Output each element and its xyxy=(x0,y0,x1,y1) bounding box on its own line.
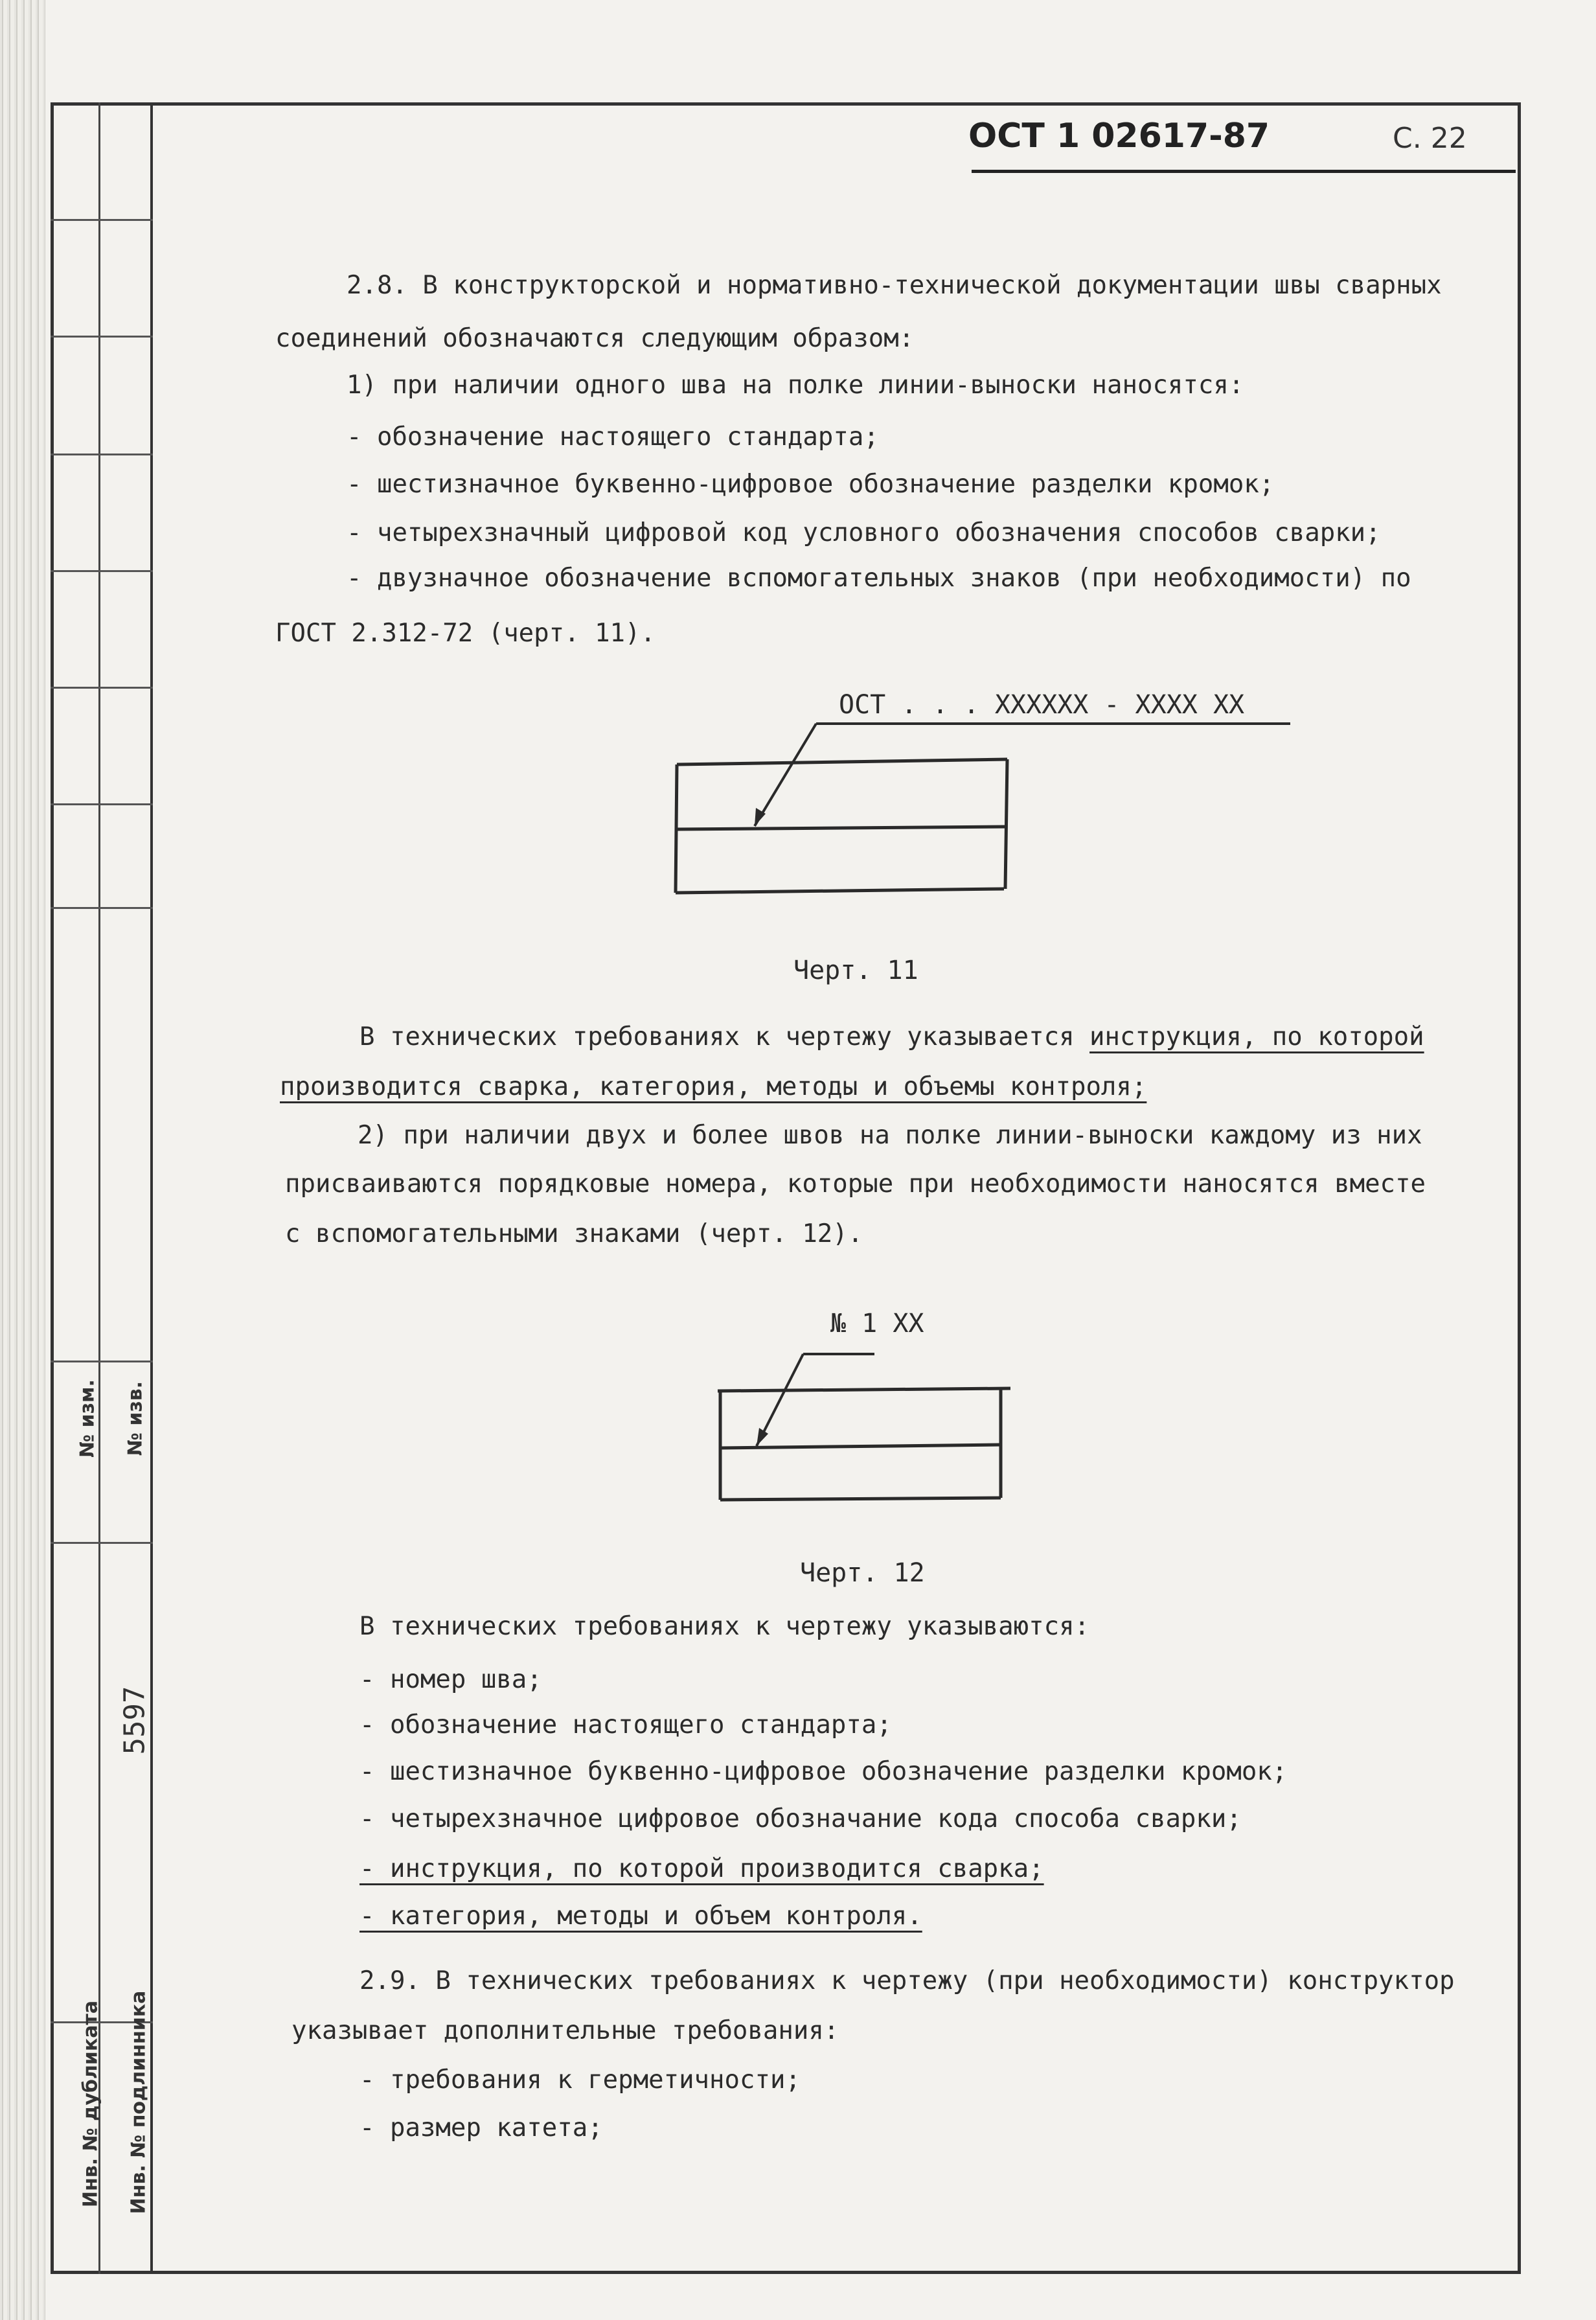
stamp-podlinnik-label: Инв. № подлинника xyxy=(127,1990,150,2214)
tech-req-1-underlined: инструкция, по которой xyxy=(1089,1022,1424,1051)
extra-req-item-2: - размер катета; xyxy=(359,2113,603,2142)
weld-seam-line xyxy=(720,1445,1001,1448)
bullet-4-line-2: ГОСТ 2.312-72 (черт. 11). xyxy=(275,619,656,648)
bullet-4-line-1: - двузначное обозначение вспомогательных знаков (при необходимости) по xyxy=(347,564,1411,593)
bullet-1: - обозначение настоящего стандарта; xyxy=(347,422,879,452)
weld-seam-line xyxy=(677,827,1007,829)
stamp-rule xyxy=(51,803,153,805)
bullet-3: - четырехзначный цифровой код условного обозначения способов сварки; xyxy=(347,518,1381,547)
document-code: ОСТ 1 02617-87 xyxy=(968,117,1270,155)
stamp-rule xyxy=(51,687,153,689)
tech-req-1-line-2: производится сварка, категория, методы и объемы контроля; xyxy=(280,1072,1147,1101)
plate-bottom-edge xyxy=(676,889,1004,893)
figure-12-caption: Черт. 12 xyxy=(800,1558,925,1588)
stamp-izm-label: № изм. xyxy=(76,1379,99,1458)
paragraph-2-9-line-1: 2.9. В технических требованиях к чертежу (при необходимости) конструктор xyxy=(359,1966,1455,1995)
stamp-rule xyxy=(51,1542,153,1544)
side-stamp-strip xyxy=(51,102,153,2274)
extra-req-item-1: - требования к герметичности; xyxy=(359,2065,801,2095)
figure-11-caption: Черт. 11 xyxy=(793,956,918,985)
list-item-2-line-1: 2) при наличии двух и более швов на полке линии-выноски каждому из них xyxy=(358,1121,1422,1150)
tech-req-2-intro: В технических требованиях к чертежу указываются: xyxy=(359,1612,1090,1641)
stamp-rule xyxy=(51,219,153,221)
plate-bottom-edge xyxy=(720,1498,1001,1500)
figure-11-label: ОСТ . . . XXXXXX - XXXX XX xyxy=(839,690,1245,720)
tech-req-1-text: В технических требованиях к чертежу указывается xyxy=(359,1022,1090,1051)
stamp-rule xyxy=(51,907,153,909)
tech-req-2-item-3: - шестизначное буквенно-цифровое обозначение разделки кромок; xyxy=(359,1757,1288,1786)
figure-12-drawing xyxy=(706,1341,1030,1510)
stamp-rule xyxy=(51,570,153,572)
tech-req-2-item-4: - четырехзначное цифровое обозначание кода способа сварки; xyxy=(359,1804,1242,1833)
list-item-2-line-3: с вспомогательными знаками (черт. 12). xyxy=(285,1219,863,1248)
leader-line xyxy=(755,724,816,826)
figure-11-drawing xyxy=(667,713,1315,901)
plate-top-edge xyxy=(677,759,1007,764)
stamp-inv-number: 5597 xyxy=(118,1686,152,1755)
tech-req-2-item-6: - категория, методы и объем контроля. xyxy=(359,1901,922,1931)
paragraph-2-8-line-1: 2.8. В конструкторской и нормативно-технической документации швы сварных xyxy=(347,271,1442,300)
plate-right-edge xyxy=(1005,759,1007,889)
binding-edge xyxy=(0,0,45,2320)
stamp-rule xyxy=(51,336,153,338)
list-item-2-line-2: присваиваются порядковые номера, которые при необходимости наносятся вместе xyxy=(285,1169,1426,1199)
side-stamp-divider xyxy=(98,102,100,2274)
list-item-1: 1) при наличии одного шва на полке линии-выноски наносятся: xyxy=(347,371,1244,400)
stamp-rule xyxy=(51,1361,153,1362)
bullet-2: - шестизначное буквенно-цифровое обозначение разделки кромок; xyxy=(347,470,1275,499)
figure-12-label: № 1 XX xyxy=(830,1309,924,1338)
stamp-dublikat-label: Инв. № дубликата xyxy=(79,2000,102,2208)
page-number: С. 22 xyxy=(1393,122,1467,155)
stamp-izv-label: № изв. xyxy=(124,1381,147,1456)
header-rule xyxy=(972,170,1516,173)
tech-req-2-item-2: - обозначение настоящего стандарта; xyxy=(359,1710,892,1740)
tech-req-2-item-1: - номер шва; xyxy=(359,1665,542,1694)
leader-arrow xyxy=(757,1428,768,1446)
stamp-rule xyxy=(51,454,153,455)
plate-top-edge xyxy=(718,1388,1010,1391)
tech-req-1-line-1 xyxy=(359,1022,1424,1051)
paragraph-2-8-line-2: соединений обозначаются следующим образом: xyxy=(275,324,915,353)
paragraph-2-9-line-2: указывает дополнительные требования: xyxy=(291,2016,839,2045)
plate-left-edge xyxy=(676,764,677,893)
tech-req-2-item-5: - инструкция, по которой производится сварка; xyxy=(359,1854,1044,1883)
